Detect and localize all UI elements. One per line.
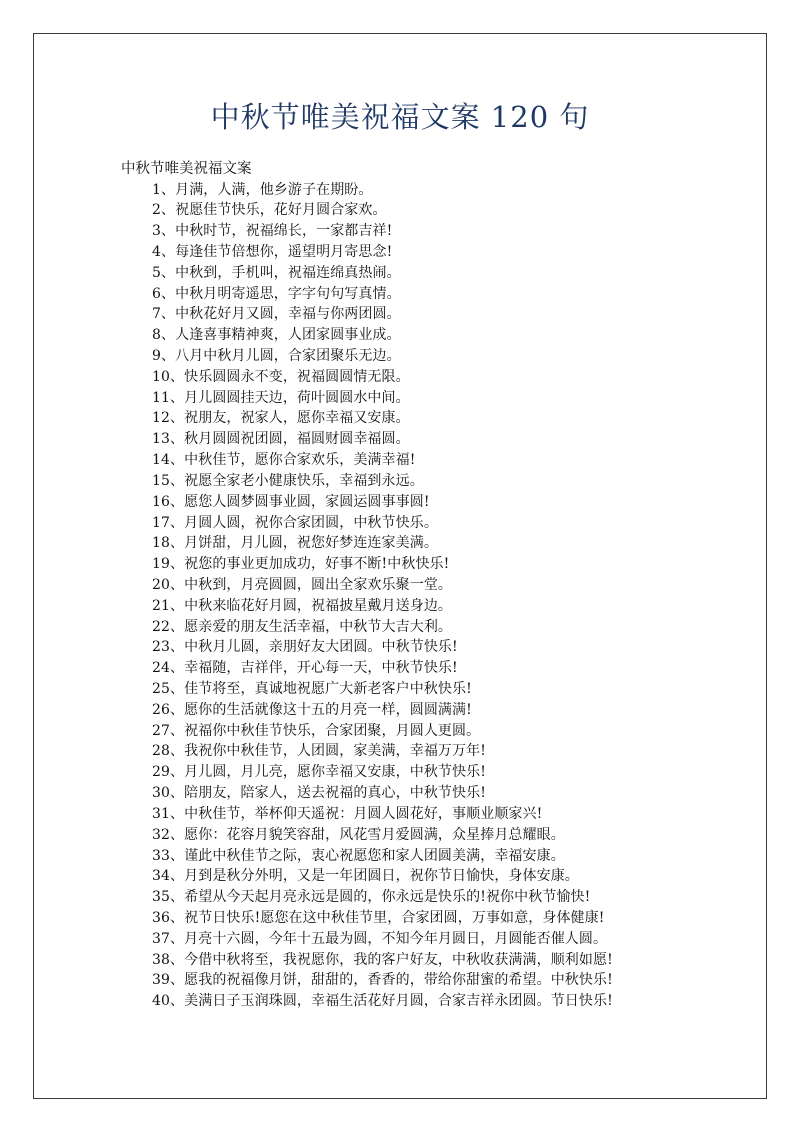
list-item: 16、愿您人圆梦圆事业圆，家圆运圆事事圆!: [152, 493, 430, 510]
list-item: 21、中秋来临花好月圆，祝福披星戴月送身边。: [152, 597, 453, 614]
list-item: 28、我祝你中秋佳节，人团圆，家美满，幸福万万年!: [152, 743, 486, 760]
list-item: 3、中秋时节，祝福绵长，一家都吉祥!: [152, 223, 393, 240]
list-item: 31、中秋佳节，举杯仰天遥祝：月圆人圆花好，事顺业顺家兴!: [152, 805, 543, 822]
list-item: 10、快乐圆圆永不变，祝福圆圆情无限。: [152, 368, 410, 385]
list-item: 7、中秋花好月又圆，幸福与你两团圆。: [152, 306, 401, 323]
list-item: 27、祝福你中秋佳节快乐，合家团聚，月圆人更圆。: [152, 722, 481, 739]
list-item: 34、月到是秋分外明，又是一年团圆日，祝你节日愉快，身体安康。: [152, 868, 579, 885]
list-item: 29、月儿圆，月儿亮，愿你幸福又安康，中秋节快乐!: [152, 764, 486, 781]
list-item: 11、月儿圆圆挂天边，荷叶圆圆水中间。: [152, 389, 410, 406]
list-item: 1、月满，人满，他乡游子在期盼。: [152, 181, 373, 198]
list-item: 33、谨此中秋佳节之际，衷心祝愿您和家人团圆美满，幸福安康。: [152, 847, 565, 864]
list-item: 8、人逢喜事精神爽，人团家圆事业成。: [152, 327, 401, 344]
list-item: 12、祝朋友，祝家人，愿你幸福又安康。: [152, 410, 410, 427]
list-item: 24、幸福随，吉祥伴，开心每一天，中秋节快乐!: [152, 660, 458, 677]
list-item: 13、秋月圆圆祝团圆，福圆财圆幸福圆。: [152, 431, 410, 448]
list-item: 6、中秋月明寄遥思，字字句句写真情。: [152, 285, 401, 302]
list-item: 20、中秋到，月亮圆圆，圆出全家欢乐聚一堂。: [152, 576, 453, 593]
list-item: 18、月饼甜，月儿圆，祝您好梦连连家美满。: [152, 535, 438, 552]
list-item: 5、中秋到，手机叫，祝福连绵真热闹。: [152, 264, 401, 281]
list-item: 2、祝愿佳节快乐，花好月圆合家欢。: [152, 202, 387, 219]
list-item: 35、希望从今天起月亮永远是圆的，你永远是快乐的!祝你中秋节愉快!: [152, 889, 591, 906]
list-item: 4、每逢佳节倍想你，遥望明月寄思念!: [152, 243, 393, 260]
list-item: 32、愿你：花容月貌笑容甜，风花雪月爱圆满，众星捧月总耀眼。: [152, 826, 565, 843]
wish-list: [152, 180, 613, 1013]
list-item: 26、愿你的生活就像这十五的月亮一样，圆圆满满!: [152, 701, 472, 718]
list-item: 15、祝愿全家老小健康快乐，幸福到永远。: [152, 472, 424, 489]
list-item: 19、祝您的事业更加成功，好事不断!中秋快乐!: [152, 556, 450, 573]
list-item: 36、祝节日快乐!愿您在这中秋佳节里，合家团圆，万事如意，身体健康!: [152, 909, 605, 926]
list-item: 25、佳节将至，真诚地祝愿广大新老客户中秋快乐!: [152, 681, 472, 697]
list-item: 38、今借中秋将至，我祝愿你，我的客户好友，中秋收获满满，顺利如愿!: [152, 951, 613, 968]
list-item: 23、中秋月儿圆，亲朋好友大团圆。中秋节快乐!: [152, 639, 458, 656]
list-item: 14、中秋佳节，愿你合家欢乐，美满幸福!: [152, 452, 416, 469]
document-title: 中秋节唯美祝福文案 120 句: [210, 100, 590, 134]
list-item: 17、月圆人圆，祝你合家团圆，中秋节快乐。: [152, 514, 438, 531]
list-item: 39、愿我的祝福像月饼，甜甜的，香香的，带给你甜蜜的希望。中秋快乐!: [152, 972, 613, 989]
list-item: 22、愿亲爱的朋友生活幸福，中秋节大吉大利。: [152, 618, 453, 635]
list-item: 40、美满日子玉润珠圆，幸福生活花好月圆，合家吉祥永团圆。节日快乐!: [152, 993, 613, 1010]
section-heading: 中秋节唯美祝福文案: [121, 161, 252, 177]
list-item: 37、月亮十六圆，今年十五最为圆，不知今年月圆日，月圆能否催人圆。: [152, 930, 608, 947]
list-item: 9、八月中秋月儿圆，合家团聚乐无边。: [152, 348, 401, 364]
list-item: 30、陪朋友，陪家人，送去祝福的真心，中秋节快乐!: [152, 785, 486, 802]
